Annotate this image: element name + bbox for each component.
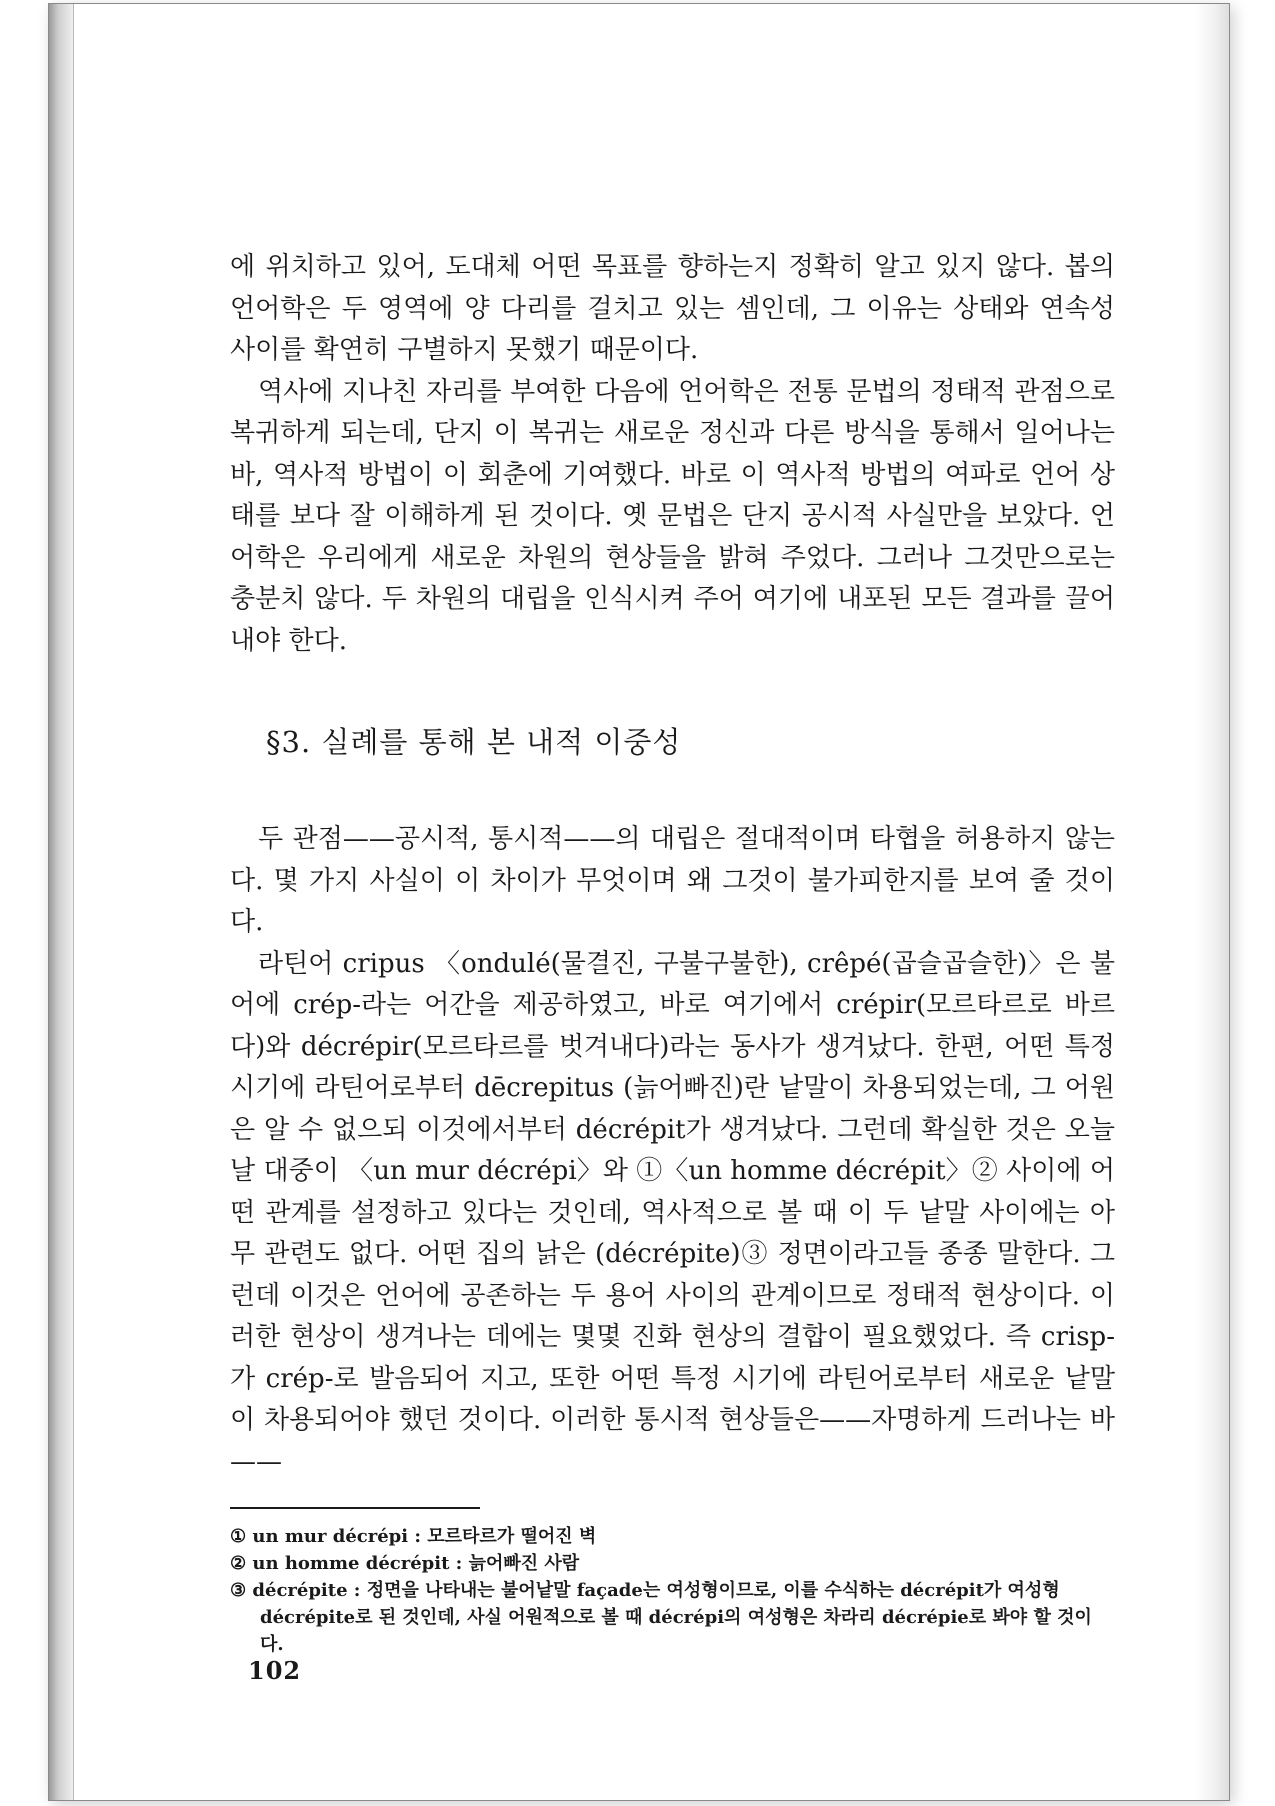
- footnote: ① un mur décrépi : 모르타르가 떨어진 벽: [230, 1526, 597, 1547]
- page-number: 102: [248, 1656, 302, 1685]
- paragraph: 라틴어 cripus 〈ondulé(물결진, 구불구불한), crêpé(곱슬곱슬한)〉은 불어에 crép-라는 어간을 제공하였고, 바로 여기에서 crépir(모르타르로 바르다)와 décrépir(모르타르를 벗겨내다)라는 동사가 생겨났다. 한편, 어떤 특정 시기에 라틴어로부터 dēcrepitus (늙어빠진)란 낱말이 차용되었는데, 그 어원은 알 수 없으되 이것에서부터 décrépit가 생겨났다. 그런데 확실한 것은 오늘날 대중이 〈un mur décrépi〉와 ①〈un homme décrépit〉② 사이에 어떤 관계를 설정하고 있다는 것인데, 역사적으로 볼 때 이 두 낱말 사이에는 아무 관련도 없다. 어떤 집의 낡은 (décrépite)③ 정면이라고들 종종 말한다. 그런데 이것은 언어에 공존하는 두 용어 사이의 관계이므로 정태적 현상이다. 이러한 현상이 생겨나는 데에는 몇몇 진화 현상의 결합이 필요했었다. 즉 crisp-가 crép-로 발음되어 지고, 또한 어떤 특정 시기에 라틴어로부터 새로운 낱말이 차용되어야 했던 것이다. 이러한 통시적 현상들은——자명하게 드러나는 바——: [230, 948, 1115, 1477]
- footnote: ② un homme décrépit : 늙어빠진 사람: [230, 1553, 580, 1574]
- page-edge: [1195, 4, 1229, 1800]
- book-spine: [49, 4, 74, 1800]
- section-heading: §3. 실례를 통해 본 내적 이중성: [266, 725, 682, 759]
- page-body: [230, 247, 1115, 1658]
- footnote-divider: [230, 1507, 480, 1509]
- paragraph: 역사에 지나친 자리를 부여한 다음에 언어학은 전통 문법의 정태적 관점으로 복귀하게 되는데, 단지 이 복귀는 새로운 정신과 다른 방식을 통해서 일어나는 바, 역사적 방법이 이 회춘에 기여했다. 바로 이 역사적 방법의 여파로 언어 상태를 보다 잘 이해하게 된 것이다. 옛 문법은 단지 공시적 사실만을 보았다. 언어학은 우리에게 새로운 차원의 현상들을 밝혀 주었다. 그러나 그것만으로는 충분치 않다. 두 차원의 대립을 인식시켜 주어 여기에 내포된 모든 결과를 끌어내야 한다.: [230, 376, 1115, 656]
- footnote: ③ décrépite : 정면을 나타내는 불어낱말 façade는 여성형이므로, 이를 수식하는 décrépit가 여성형 décrépite로 된 것인데, 사실 어원적으로 볼 때 décrépi의 여성형은 차라리 décrépie로 봐야 할 것이다.: [230, 1580, 1092, 1655]
- paragraph: 에 위치하고 있어, 도대체 어떤 목표를 향하는지 정확히 알고 있지 않다. 봅의 언어학은 두 영역에 양 다리를 걸치고 있는 셈인데, 그 이유는 상태와 연속성 사이를 확연히 구별하지 못했기 때문이다.: [230, 252, 1115, 365]
- paragraph: 두 관점——공시적, 통시적——의 대립은 절대적이며 타협을 허용하지 않는다. 몇 가지 사실이 이 차이가 무엇이며 왜 그것이 불가피한지를 보여 줄 것이다.: [230, 824, 1115, 937]
